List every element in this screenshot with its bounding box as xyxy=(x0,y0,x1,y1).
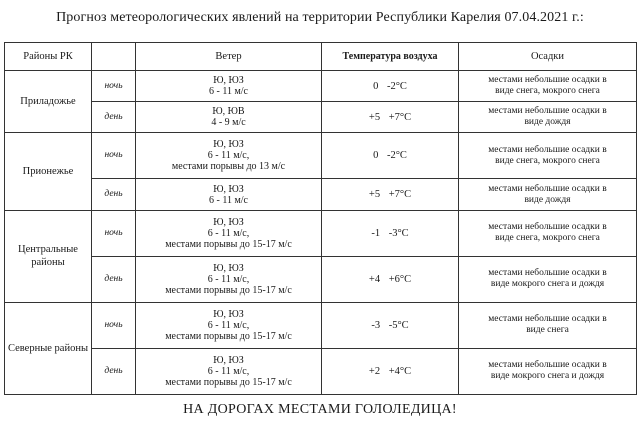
precipitation-cell xyxy=(459,102,637,133)
wind-line: Ю, ЮЗ xyxy=(213,216,244,228)
wind-cell xyxy=(136,102,322,133)
table-row xyxy=(5,210,637,256)
wind-cell xyxy=(136,348,322,394)
temperature-cell: +4 +6°С xyxy=(322,256,459,302)
temperature-cell: +5 +7°С xyxy=(322,102,459,133)
wind-cell xyxy=(136,71,322,102)
table-row xyxy=(5,133,637,179)
period-cell: день xyxy=(92,102,136,133)
precip-line: виде снега, мокрого снега xyxy=(495,86,600,97)
wind-line: 6 - 11 м/с xyxy=(208,86,248,98)
wind-cell xyxy=(136,302,322,348)
temperature-cell: 0 -2°С xyxy=(322,71,459,102)
header-row xyxy=(5,43,637,71)
wind-line: местами порывы до 15-17 м/с xyxy=(165,284,292,296)
wind-line: 6 - 11 м/с, xyxy=(207,319,250,331)
precipitation-cell xyxy=(459,256,637,302)
precipitation-cell xyxy=(459,302,637,348)
precip-line: виде снега xyxy=(526,325,569,336)
temperature-cell: +5 +7°С xyxy=(322,179,459,210)
wind-line: Ю, ЮЗ xyxy=(213,75,244,87)
period-cell: день xyxy=(92,348,136,394)
precip-line: местами небольшие осадки в xyxy=(488,106,607,117)
header-precipitation: Осадки xyxy=(459,43,637,71)
period-cell: день xyxy=(92,256,136,302)
wind-line: Ю, ЮЗ xyxy=(213,354,244,366)
wind-line: местами порывы до 15-17 м/с xyxy=(165,376,292,388)
wind-line: 6 - 11 м/с xyxy=(208,194,248,206)
table-row xyxy=(5,179,637,210)
precipitation-cell xyxy=(459,210,637,256)
table-row xyxy=(5,348,637,394)
wind-line: 4 - 9 м/с xyxy=(211,117,246,129)
wind-line: Ю, ЮЗ xyxy=(213,139,244,151)
precip-line: местами небольшие осадки в xyxy=(488,183,607,194)
temperature-cell: 0 -2°С xyxy=(322,133,459,179)
temperature-cell: -3 -5°С xyxy=(322,302,459,348)
wind-line: 6 - 11 м/с, xyxy=(207,227,250,239)
wind-line: 6 - 11 м/с, xyxy=(207,365,250,377)
wind-line: местами порывы до 13 м/с xyxy=(171,161,286,173)
period-cell: ночь xyxy=(92,71,136,102)
precip-line: местами небольшие осадки в xyxy=(488,222,607,233)
precip-line: виде дождя xyxy=(524,117,571,128)
precip-line: виде снега, мокрого снега xyxy=(495,233,600,244)
header-temperature: Температура воздуха xyxy=(322,43,459,71)
wind-line: Ю, ЮВ xyxy=(212,106,245,118)
precip-line: виде мокрого снега и дождя xyxy=(490,279,605,290)
precip-line: местами небольшие осадки в xyxy=(488,144,607,155)
header-regions: Районы РК xyxy=(5,43,92,71)
temperature-cell: +2 +4°С xyxy=(322,348,459,394)
wind-cell xyxy=(136,256,322,302)
page-title: Прогноз метеорологических явлений на территории Республики Карелия 07.04.2021 г.: xyxy=(56,10,584,25)
precip-line: виде снега, мокрого снега xyxy=(495,155,600,166)
wind-line: Ю, ЮЗ xyxy=(213,183,244,195)
wind-line: местами порывы до 15-17 м/с xyxy=(165,238,292,250)
wind-cell xyxy=(136,179,322,210)
precipitation-cell xyxy=(459,133,637,179)
precip-line: местами небольшие осадки в xyxy=(488,314,607,325)
temperature-cell: -1 -3°С xyxy=(322,210,459,256)
region-cell: Приладожье xyxy=(5,71,92,133)
period-cell: день xyxy=(92,179,136,210)
precip-line: местами небольшие осадки в xyxy=(488,360,607,371)
region-cell: Центральные районы xyxy=(5,210,92,302)
header-period xyxy=(92,43,136,71)
region-cell: Прионежье xyxy=(5,133,92,210)
precipitation-cell xyxy=(459,179,637,210)
precip-line: местами небольшие осадки в xyxy=(488,268,607,279)
road-warning: НА ДОРОГАХ МЕСТАМИ ГОЛОЛЕДИЦА! xyxy=(183,402,457,417)
table-row xyxy=(5,256,637,302)
wind-line: Ю, ЮЗ xyxy=(213,262,244,274)
precip-line: местами небольшие осадки в xyxy=(488,75,607,86)
table-row xyxy=(5,302,637,348)
wind-line: местами порывы до 15-17 м/с xyxy=(165,330,292,342)
wind-cell xyxy=(136,133,322,179)
wind-line: 6 - 11 м/с, xyxy=(207,273,250,285)
wind-cell xyxy=(136,210,322,256)
region-cell: Северные районы xyxy=(5,302,92,394)
precip-line: виде мокрого снега и дождя xyxy=(490,371,605,382)
table-row xyxy=(5,71,637,102)
forecast-table xyxy=(4,42,637,395)
period-cell: ночь xyxy=(92,133,136,179)
precipitation-cell xyxy=(459,71,637,102)
table-row xyxy=(5,102,637,133)
period-cell: ночь xyxy=(92,302,136,348)
precipitation-cell xyxy=(459,348,637,394)
header-wind: Ветер xyxy=(136,43,322,71)
wind-line: 6 - 11 м/с, xyxy=(207,150,250,162)
period-cell: ночь xyxy=(92,210,136,256)
precip-line: виде дождя xyxy=(524,194,571,205)
wind-line: Ю, ЮЗ xyxy=(213,308,244,320)
